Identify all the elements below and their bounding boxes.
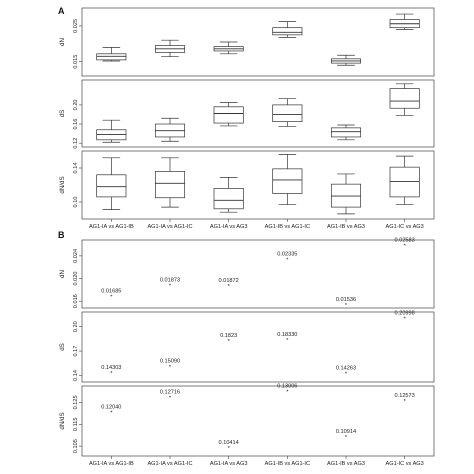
data-label: 0.10414 — [218, 440, 239, 447]
y-tick-label: 0.020 — [73, 271, 79, 286]
data-label: 0.14303 — [101, 365, 122, 372]
data-label: 0.01872 — [218, 277, 239, 284]
box-5 — [331, 125, 360, 140]
x-category-label: AG1-IB vs AG1-IC — [264, 224, 311, 230]
x-category-label: AG1-IC vs AG3 — [385, 461, 424, 467]
plot-panel-4 — [59, 237, 434, 308]
data-point: * — [168, 283, 172, 290]
box-4 — [273, 22, 302, 38]
y-axis-label: dS — [59, 109, 66, 118]
data-label: 0.01536 — [335, 296, 357, 303]
data-label: 0.02335 — [277, 251, 298, 258]
panel-label-a: A — [58, 6, 65, 16]
y-tick-label: 0.105 — [73, 439, 79, 454]
x-category-label: AG1-IB vs AG1-IC — [264, 461, 311, 467]
y-tick-label: 0.024 — [73, 248, 79, 263]
data-point: * — [110, 410, 113, 417]
box-iqr — [273, 105, 302, 122]
data-point: * — [403, 398, 406, 405]
box-3 — [214, 102, 243, 125]
y-tick-label: 0.14 — [73, 162, 79, 174]
data-point: * — [168, 395, 172, 402]
data-point: * — [344, 371, 348, 378]
x-category-label: AG1-IC vs AG3 — [385, 224, 424, 230]
data-label: 0.12716 — [159, 389, 181, 396]
data-point: * — [227, 283, 230, 290]
box-1 — [97, 158, 126, 210]
y-tick-label: 0.025 — [73, 18, 79, 33]
y-tick-label: 0.125 — [73, 395, 79, 410]
data-label: 0.01685 — [101, 288, 122, 295]
data-label: 0.14263 — [335, 365, 357, 372]
plot-panels — [59, 8, 434, 467]
data-point: * — [403, 316, 406, 323]
data-label: 0.02583 — [394, 237, 415, 244]
box-iqr — [331, 128, 360, 137]
x-category-label: AG1-IA vs AG3 — [209, 224, 248, 230]
box-2 — [155, 40, 184, 56]
plot-frame — [82, 80, 434, 147]
plot-panel-5 — [59, 311, 434, 382]
box-iqr — [97, 175, 126, 197]
x-category-label: AG1-IA vs AG1-IC — [147, 224, 193, 230]
y-tick-label: 0.016 — [73, 294, 79, 309]
box-1 — [97, 47, 126, 61]
y-tick-label: 0.10 — [73, 196, 79, 208]
data-label: 0.20998 — [394, 310, 415, 317]
box-5 — [331, 55, 360, 65]
y-tick-label: 0.20 — [73, 321, 79, 333]
x-category-label: AG1-IA vs AG3 — [209, 461, 248, 467]
plot-frame — [82, 386, 434, 456]
y-axis-label: dN — [59, 270, 66, 278]
panel-label-b: B — [58, 230, 65, 240]
box-5 — [331, 174, 360, 214]
data-label: 0.13006 — [277, 383, 298, 390]
data-point: * — [110, 294, 113, 301]
box-iqr — [390, 89, 419, 109]
plot-panel-6 — [59, 383, 434, 467]
data-label: 0.10914 — [335, 429, 357, 436]
data-point: * — [403, 243, 406, 250]
box-3 — [214, 177, 243, 212]
y-tick-label: 0.015 — [73, 54, 79, 69]
x-category-label: AG1-IB vs AG3 — [327, 461, 365, 467]
box-4 — [273, 154, 302, 204]
box-iqr — [97, 54, 126, 60]
plot-frame — [82, 312, 434, 382]
y-tick-label: 0.17 — [73, 345, 79, 357]
plot-panel-2 — [59, 80, 434, 149]
box-iqr — [273, 28, 302, 35]
x-category-label: AG1-IA vs AG1-IC — [147, 461, 193, 467]
y-axis-label: dN — [59, 38, 66, 46]
box-3 — [214, 42, 243, 54]
box-iqr — [273, 169, 302, 194]
y-tick-label: 0.14 — [73, 370, 79, 381]
data-label: 0.15090 — [159, 358, 181, 365]
box-6 — [390, 84, 419, 116]
plot-frame — [82, 8, 434, 76]
data-label: 0.12573 — [394, 392, 415, 399]
data-point: * — [286, 338, 289, 345]
box-iqr — [155, 171, 184, 197]
data-point: * — [227, 446, 230, 453]
x-category-label: AG1-IA vs AG1-IB — [88, 224, 134, 230]
data-point: * — [110, 371, 113, 378]
plot-panel-1 — [59, 8, 434, 76]
box-2 — [155, 118, 184, 141]
box-iqr — [214, 107, 243, 123]
y-tick-label: 0.12 — [73, 137, 79, 149]
y-tick-label: 0.115 — [73, 417, 79, 432]
y-tick-label: 0.16 — [73, 118, 79, 130]
data-point: * — [168, 364, 172, 371]
plot-panel-3 — [59, 151, 434, 230]
plot-frame — [82, 240, 434, 308]
box-iqr — [214, 188, 243, 208]
data-label: 0.12040 — [101, 404, 122, 411]
data-point: * — [344, 435, 348, 442]
box-6 — [390, 14, 419, 29]
data-label: 0.18330 — [277, 332, 298, 339]
data-point: * — [227, 339, 230, 346]
data-point: * — [344, 302, 348, 309]
box-1 — [97, 120, 126, 142]
data-point: * — [286, 389, 289, 396]
y-axis-label: dN/dS — [59, 412, 66, 430]
y-axis-label: dN/dS — [59, 176, 66, 194]
x-category-label: AG1-IA vs AG1-IB — [88, 461, 134, 467]
data-label: 0.1823 — [220, 333, 238, 340]
plot-frame — [82, 151, 434, 219]
box-4 — [273, 99, 302, 127]
box-2 — [155, 158, 184, 207]
y-tick-label: 0.20 — [73, 99, 79, 111]
y-axis-label: dS — [59, 343, 66, 351]
data-label: 0.01873 — [159, 277, 181, 284]
data-point: * — [286, 257, 289, 264]
x-category-label: AG1-IB vs AG3 — [327, 224, 365, 230]
box-6 — [390, 156, 419, 204]
